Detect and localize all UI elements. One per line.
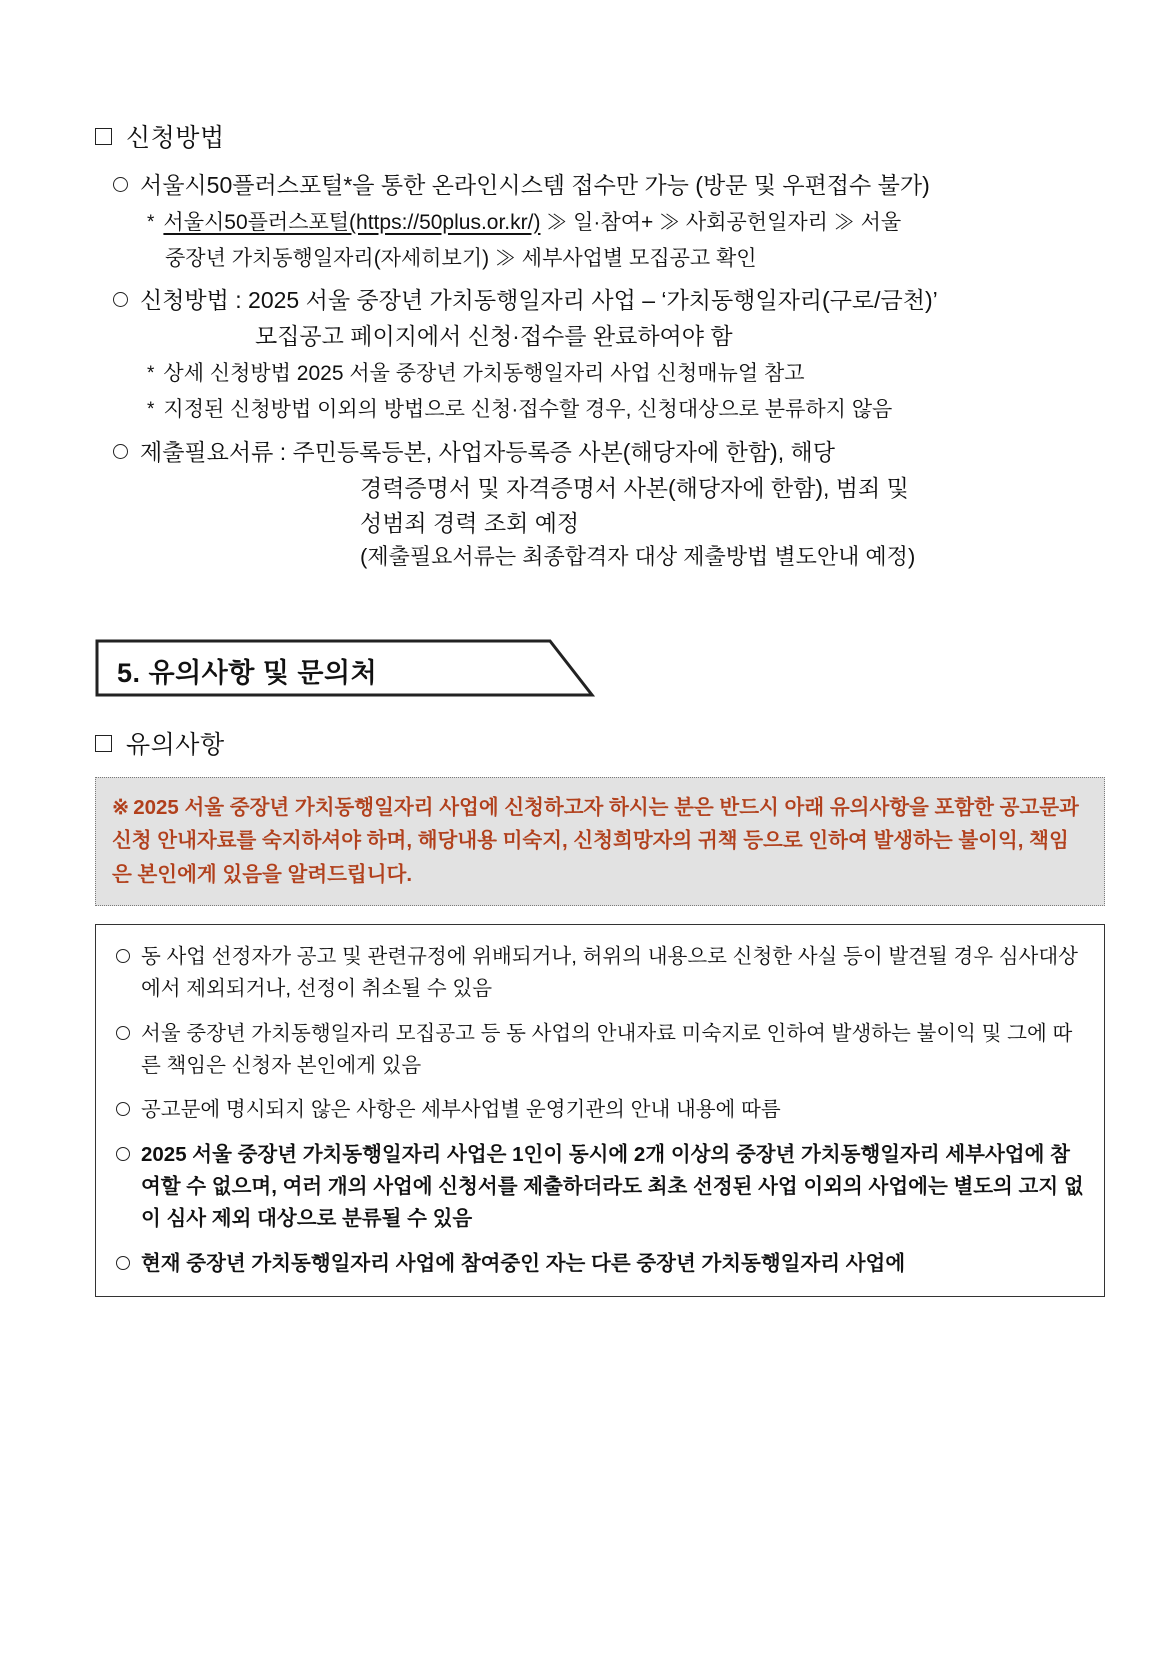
apply-method-line2: 모집공고 페이지에서 신청·접수를 완료하여야 함	[255, 323, 733, 350]
list-item-text: 서울 중장년 가치동행일자리 모집공고 등 동 사업의 안내자료 미숙지로 인하여 발생하는 불이익 및 그에 따른 책임은 신청자 본인에게 있음	[141, 1021, 1073, 1077]
portal-path-line2: 중장년 가치동행일자리(자세히보기) ≫ 세부사업별 모집공고 확인	[165, 247, 757, 271]
apply-note-2-text: 지정된 신청방법 이외의 방법으로 신청·접수할 경우, 신청대상으로 분류하지 않음	[163, 398, 893, 422]
apply-bullet-documents	[113, 435, 1105, 470]
section5-subheading	[95, 725, 1105, 761]
apply-bullet-online	[113, 168, 1105, 203]
list-item	[116, 1139, 1084, 1236]
list-item	[116, 1018, 1084, 1083]
document-content	[95, 118, 1105, 1297]
circle-bullet-icon	[116, 949, 130, 963]
apply-bullet-online-text: 서울시50플러스포털*을 통한 온라인시스템 접수만 가능 (방문 및 우편접수 불가)	[140, 172, 930, 198]
section5-subheading-label: 유의사항	[126, 731, 225, 760]
section5-banner	[95, 639, 595, 697]
apply-note-1	[147, 358, 1105, 391]
asterisk-icon: *	[147, 362, 155, 384]
asterisk-icon: *	[147, 211, 155, 233]
apply-note-2	[147, 394, 1105, 427]
asterisk-icon: *	[147, 399, 155, 421]
list-item-text: 현재 중장년 가치동행일자리 사업에 참여중인 자는 다른 중장년 가치동행일자리 사업에	[141, 1251, 906, 1275]
circle-bullet-icon	[116, 1147, 130, 1161]
apply-method-line1: 신청방법 : 2025 서울 중장년 가치동행일자리 사업 – ‘가치동행일자리(구로/금천)’	[140, 286, 938, 313]
apply-section-heading	[95, 118, 1105, 154]
apply-bullet-method	[113, 283, 1105, 318]
section5-banner-label: 5. 유의사항 및 문의처	[117, 658, 378, 689]
documents-line2: 경력증명서 및 자격증명서 사본(해당자에 한함), 범죄 및	[360, 475, 909, 502]
circle-bullet-icon	[113, 292, 128, 307]
list-item	[116, 1094, 1084, 1126]
list-item-text: 동 사업 선정자가 공고 및 관련규정에 위배되거나, 허위의 내용으로 신청한 사실 등이 발견될 경우 심사대상에서 제외되거나, 선정이 취소될 수 있음	[141, 944, 1078, 1001]
documents-line3: 성범죄 경력 조회 예정	[360, 509, 580, 536]
list-item	[116, 941, 1084, 1006]
circle-bullet-icon	[116, 1256, 130, 1270]
circle-bullet-icon	[113, 444, 128, 459]
circle-bullet-icon	[113, 177, 128, 192]
square-bullet-icon	[95, 128, 112, 145]
list-item-text: 공고문에 명시되지 않은 사항은 세부사업별 운영기관의 안내 내용에 따름	[141, 1098, 781, 1122]
documents-line4: (제출필요서류는 최종합격자 대상 제출방법 별도안내 예정)	[360, 544, 916, 570]
list-item	[116, 1248, 1084, 1280]
apply-note-1-text: 상세 신청방법 2025 서울 중장년 가치동행일자리 사업 신청매뉴얼 참고	[163, 361, 805, 385]
portal-path-text	[163, 207, 1105, 240]
list-item-text: 2025 서울 중장년 가치동행일자리 사업은 1인이 동시에 2개 이상의 중장년 가치동행일자리 세부사업에 참여할 수 없으며, 여러 개의 사업에 신청서를 제출하더라도 최초 선정된 사업 이외의 사업에는 별도의 고지 없이 심사 제외 대상으로 분류될 수 있음	[141, 1142, 1084, 1231]
circle-bullet-icon	[116, 1102, 130, 1116]
cautions-list-box	[95, 924, 1105, 1297]
circle-bullet-icon	[116, 1026, 130, 1040]
portal-link[interactable]: 서울시50플러스포털(https://50plus.or.kr/)	[163, 210, 541, 234]
apply-section-heading-label: 신청방법	[126, 124, 225, 152]
notice-text: 2025 서울 중장년 가치동행일자리 사업에 신청하고자 하시는 분은 반드시 아래 유의사항을 포함한 공고문과 신청 안내자료를 숙지하셔야 하며, 해당내용 미숙지, 신청희망자의 귀책 등으로 인하여 발생하는 불이익, 책임은 본인에게 있음을 알려드립니다.	[112, 796, 1079, 886]
documents-line1: 제출필요서류 : 주민등록등본, 사업자등록증 사본(해당자에 한함), 해당	[140, 438, 835, 465]
notice-mark-icon: ※	[112, 796, 130, 820]
notice-box	[95, 777, 1105, 906]
portal-path-row	[147, 207, 1105, 240]
square-bullet-icon	[95, 735, 112, 752]
portal-path-rest: ≫ 일·참여+ ≫ 사회공헌일자리 ≫ 서울	[546, 210, 902, 234]
